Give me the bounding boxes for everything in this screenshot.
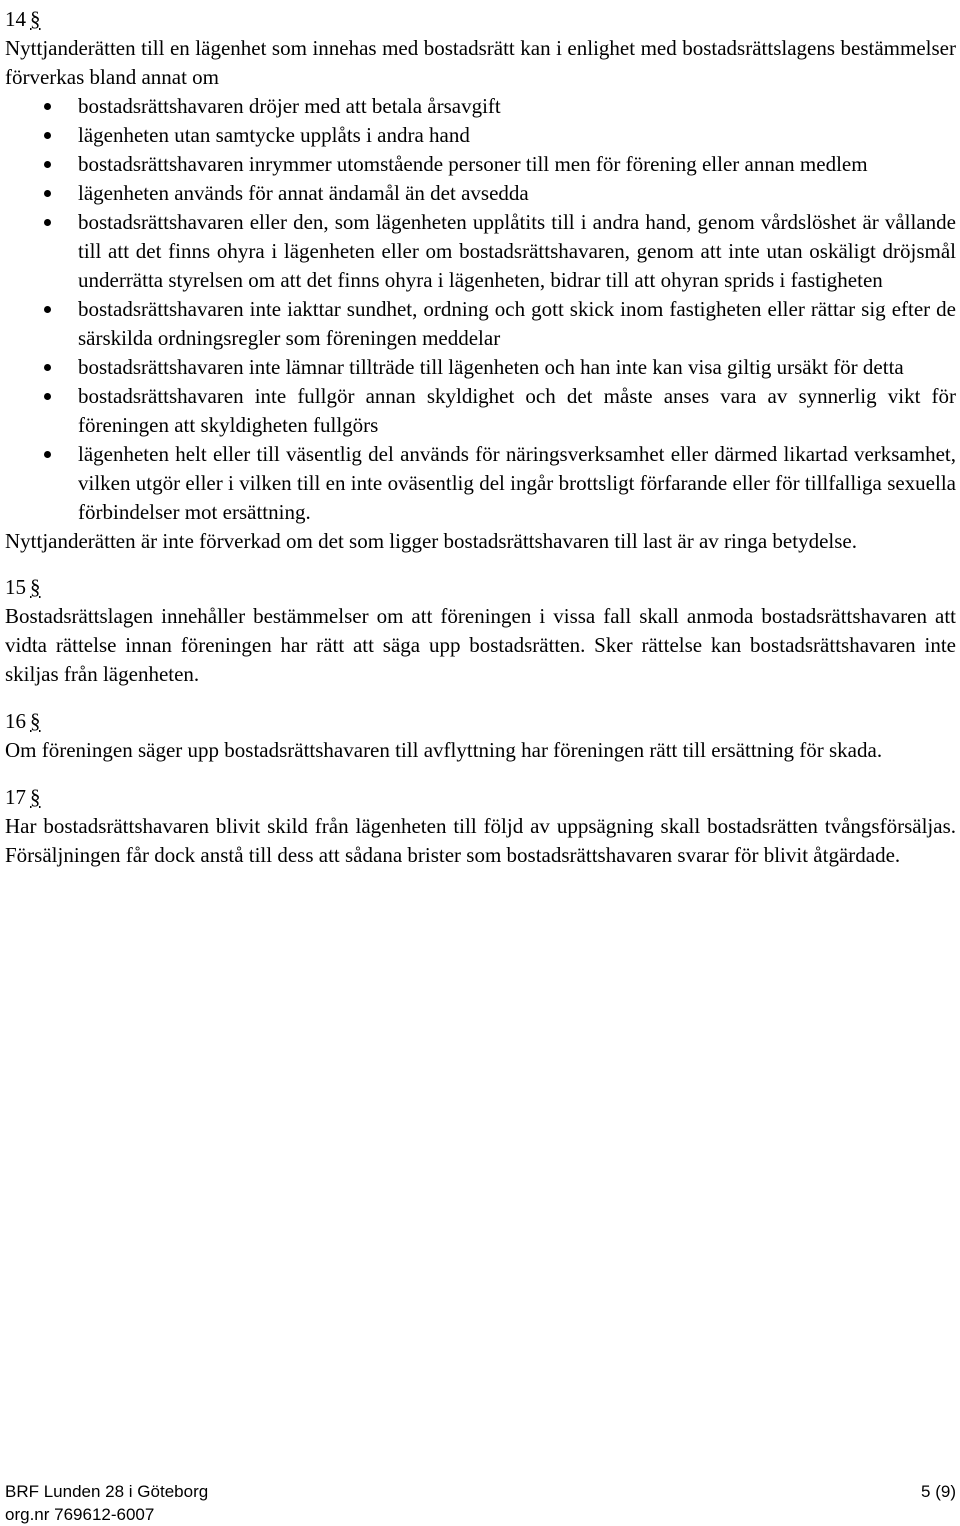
- section-text: Om föreningen säger upp bostadsrättshavaren till avflyttning har föreningen rätt till ersättning för skada.: [5, 738, 883, 762]
- list-item-text: bostadsrättshavaren inte iakttar sundhet, ordning och gott skick inom fastigheten eller rättar sig efter de särskilda ordningsregler som föreningen meddelar: [78, 297, 956, 350]
- section-heading: [5, 573, 956, 602]
- paragraph-sign: §: [30, 785, 41, 809]
- list-item: [5, 92, 956, 121]
- section-intro: Nyttjanderätten till en lägenhet som innehas med bostadsrätt kan i enlighet med bostadsrättslagens bestämmelser förverkas bland annat om: [5, 36, 956, 89]
- section-17: [5, 783, 956, 870]
- bullet-icon: [44, 132, 51, 139]
- list-item-text: lägenheten helt eller till väsentlig del används för näringsverksamhet eller därmed likartad verksamhet, vilken utgör eller i vilken till en inte oväsentlig del ingår brottsligt förfarande eller för tillfalliga sexuella förbindelser mot ersättning.: [78, 442, 956, 524]
- document-body: [5, 5, 956, 888]
- paragraph-sign: §: [30, 709, 41, 733]
- list-item: [5, 121, 956, 150]
- list-item-text: bostadsrättshavaren dröjer med att betala årsavgift: [78, 94, 501, 118]
- list-item: [5, 295, 956, 353]
- list-item-text: bostadsrättshavaren inte lämnar tillträde till lägenheten och han inte kan visa giltig ursäkt för detta: [78, 355, 904, 379]
- section-15: [5, 573, 956, 689]
- footer-row: [5, 1480, 956, 1503]
- org-number: org.nr 769612-6007: [5, 1505, 155, 1524]
- list-item: [5, 440, 956, 527]
- bullet-icon: [44, 219, 51, 226]
- page-number: 5 (9): [921, 1482, 956, 1501]
- list-item-text: bostadsrättshavaren inte fullgör annan skyldighet och det måste anses vara av synnerlig vikt för föreningen att skyldigheten fullgörs: [78, 384, 956, 437]
- bullet-icon: [44, 393, 51, 400]
- section-heading: [5, 5, 956, 34]
- section-number: 16: [5, 709, 26, 733]
- section-heading: [5, 707, 956, 736]
- paragraph-sign: §: [30, 7, 41, 31]
- association-name: BRF Lunden 28 i Göteborg: [5, 1482, 209, 1501]
- list-item-text: bostadsrättshavaren eller den, som lägenheten upplåtits till i andra hand, genom vårdslöshet är vållande till att det finns ohyra i lägenheten eller om bostadsrättshavaren, genom att inte utan oskäligt dröjsmål underrätta styrelsen om att det finns ohyra i lägenheten, bidrar till att ohyran sprids i fastigheten: [78, 210, 956, 292]
- bullet-icon: [44, 306, 51, 313]
- list-item-text: lägenheten används för annat ändamål än det avsedda: [78, 181, 529, 205]
- bullet-icon: [44, 364, 51, 371]
- bullet-icon: [44, 190, 51, 197]
- list-item: [5, 353, 956, 382]
- list-item-text: bostadsrättshavaren inrymmer utomstående personer till men för förening eller annan medlem: [78, 152, 868, 176]
- section-number: 15: [5, 575, 26, 599]
- bullet-icon: [44, 161, 51, 168]
- section-number: 17: [5, 785, 26, 809]
- list-item: [5, 382, 956, 440]
- section-14: [5, 5, 956, 556]
- list-item: [5, 179, 956, 208]
- section-number: 14: [5, 7, 26, 31]
- page-footer: [5, 1480, 956, 1526]
- section-text: Har bostadsrättshavaren blivit skild från lägenheten till följd av uppsägning skall bostadsrätten tvångsförsäljas. Försäljningen får dock anstå till dess att sådana brister som bostadsrättshavaren svarar för blivit åtgärdade.: [5, 814, 956, 867]
- bullet-icon: [44, 451, 51, 458]
- list-item: [5, 208, 956, 295]
- paragraph-sign: §: [30, 575, 41, 599]
- section-closing: Nyttjanderätten är inte förverkad om det som ligger bostadsrättshavaren till last är av ringa betydelse.: [5, 529, 857, 553]
- bullet-icon: [44, 103, 51, 110]
- section-heading: [5, 783, 956, 812]
- list-item-text: lägenheten utan samtycke upplåts i andra hand: [78, 123, 470, 147]
- list-item: [5, 150, 956, 179]
- section-text: Bostadsrättslagen innehåller bestämmelser om att föreningen i vissa fall skall anmoda bostadsrättshavaren att vidta rättelse innan föreningen har rätt att säga upp bostadsrätten. Sker rättelse kan bostadsrättshavaren inte skiljas från lägenheten.: [5, 604, 956, 686]
- bullet-list: [5, 92, 956, 527]
- footer-row: [5, 1503, 956, 1526]
- section-16: [5, 707, 956, 765]
